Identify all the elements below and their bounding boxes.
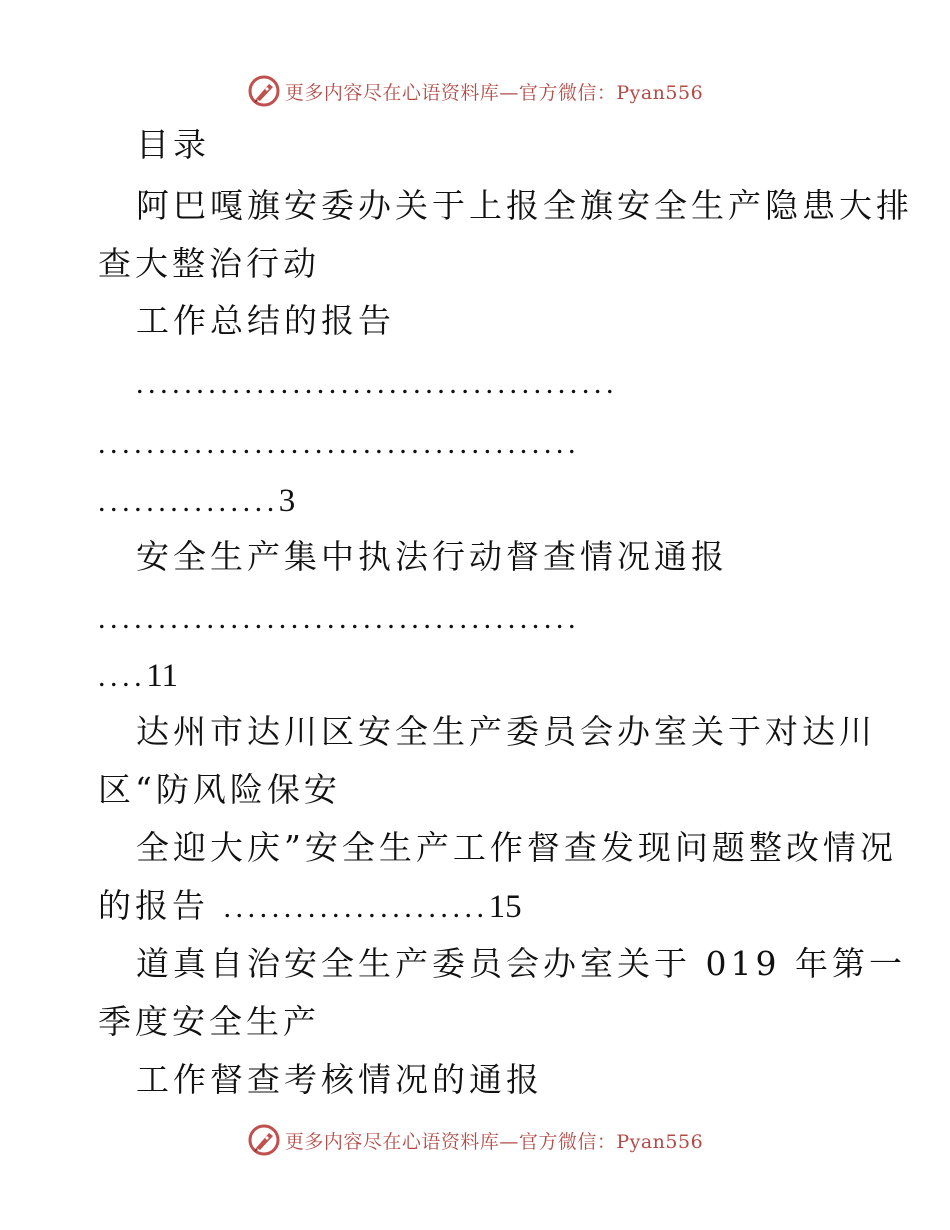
watermark-header <box>0 71 950 111</box>
pen-nib-logo-icon <box>247 74 281 108</box>
watermark-text: 更多内容尽在心语资料库—官方微信：Pyan556 <box>284 1130 704 1153</box>
toc-entry-4-line-1: 道真自治安全生产委员会办室关于 019 年第一 <box>136 944 906 983</box>
toc-entry-3-line-4 <box>98 886 522 928</box>
toc-entry-4-line-2: 季度安全生产 <box>98 1002 320 1041</box>
toc-entry-1-page-number: 3 <box>278 483 296 519</box>
toc-entry-3-line-4-text: 的报告 <box>98 886 209 925</box>
toc-entry-3-line-2: 区“防风险保安 <box>98 770 341 809</box>
toc-entry-2-leader-1: ........................................ <box>98 602 580 635</box>
toc-entry-2-page-number: 11 <box>146 658 178 694</box>
toc-entry-1-line-3: 工作总结的报告 <box>136 301 395 340</box>
pen-nib-logo-icon <box>247 1123 281 1157</box>
watermark-footer <box>0 1120 950 1160</box>
toc-heading: 目录 <box>136 125 210 164</box>
toc-entry-2-leader-2 <box>98 656 178 697</box>
toc-entry-1-leader-3-dots: ............... <box>98 485 279 518</box>
toc-entry-3-line-1: 达州市达川区安全生产委员会办室关于对达川 <box>136 712 876 751</box>
toc-entry-3-leader-1: ...................... <box>223 891 489 924</box>
toc-entry-1-line-2: 查大整治行动 <box>98 244 320 283</box>
toc-entry-2-line-1: 安全生产集中执法行动督查情况通报 <box>136 537 728 576</box>
toc-entry-1-line-1: 阿巴嘎旗安委办关于上报全旗安全生产隐患大排 <box>136 186 913 225</box>
toc-entry-2-leader-2-dots: .... <box>98 660 147 693</box>
toc-entry-3-line-3: 全迎大庆”安全生产工作督查发现问题整改情况 <box>136 828 897 867</box>
toc-entry-1-leader-1: ........................................ <box>136 367 618 400</box>
toc-entry-1-leader-3 <box>98 481 295 522</box>
toc-entry-3-page-number: 15 <box>488 889 522 925</box>
toc-entry-1-leader-2: ........................................ <box>98 427 580 460</box>
watermark-text: 更多内容尽在心语资料库—官方微信：Pyan556 <box>284 81 704 104</box>
toc-entry-4-line-3: 工作督查考核情况的通报 <box>136 1060 543 1099</box>
